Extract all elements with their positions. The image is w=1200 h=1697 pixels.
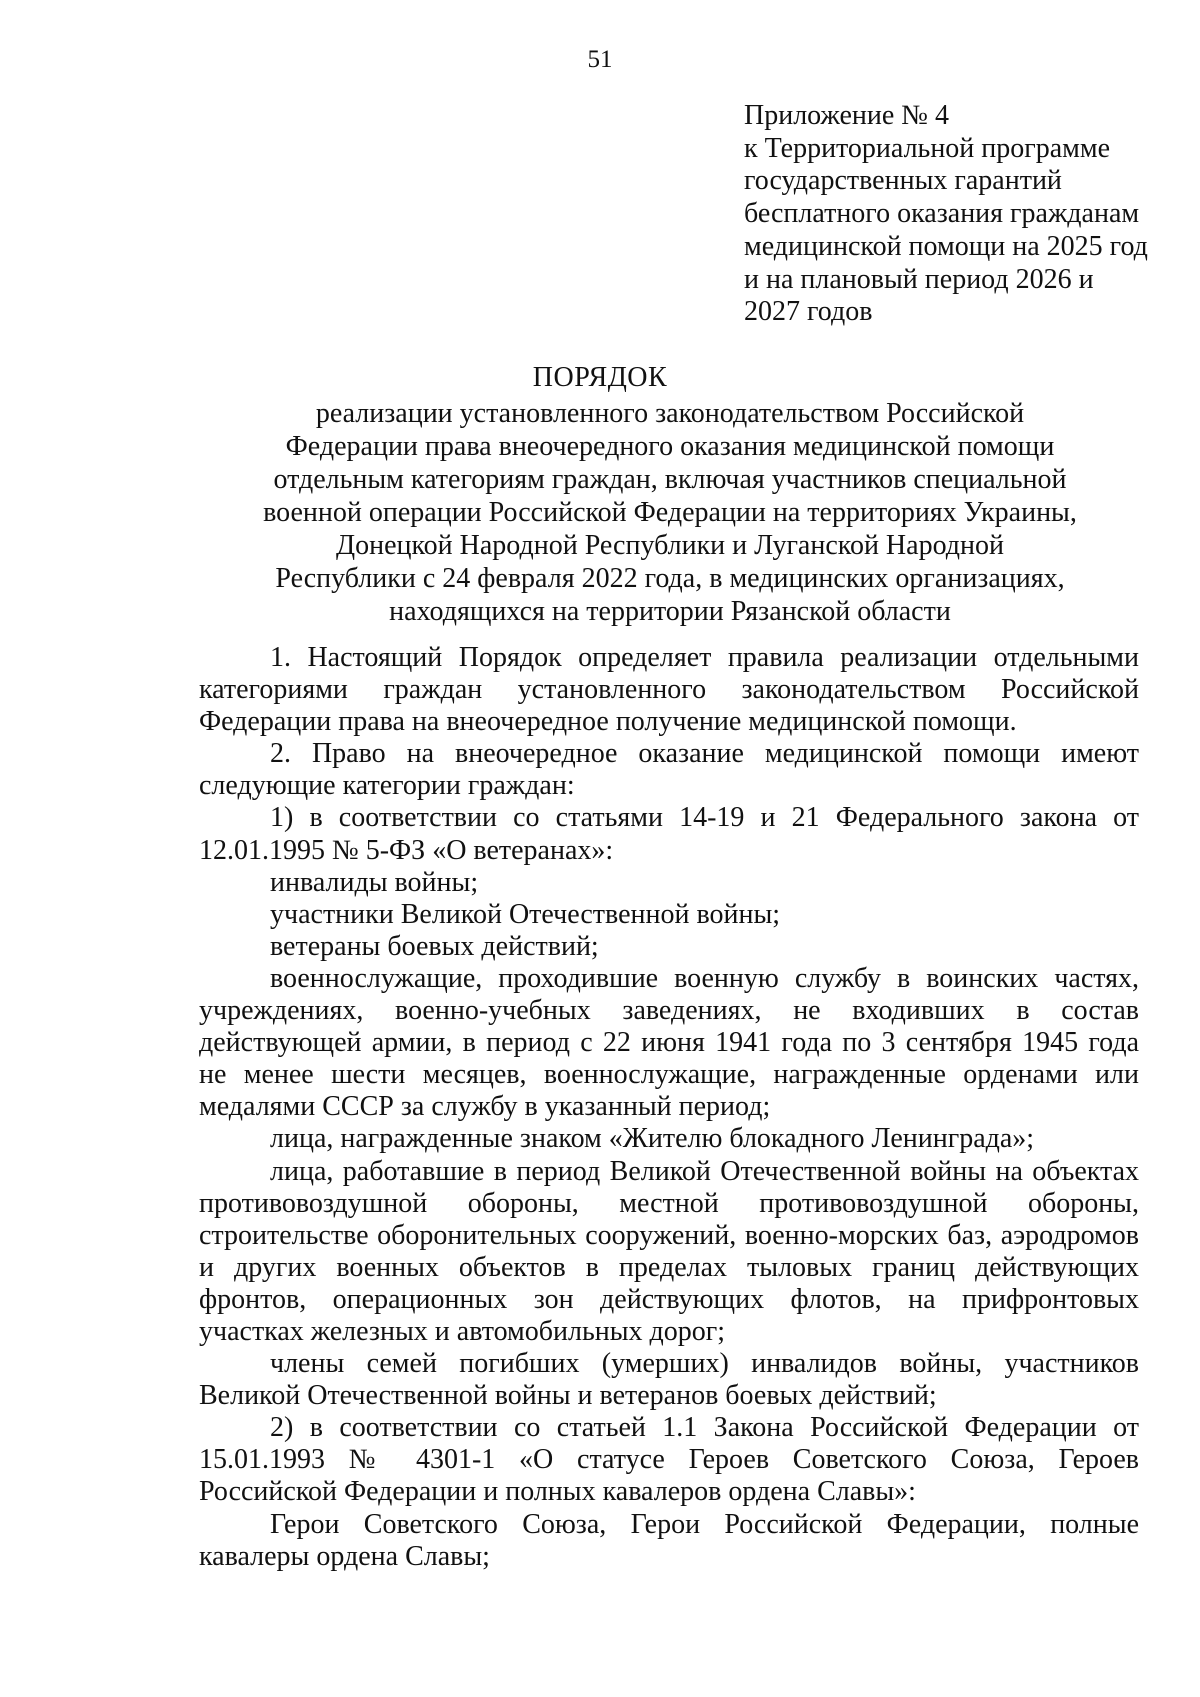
body-line: Российской Федерации и полных кавалеров ордена Славы»: <box>199 1476 916 1508</box>
body-line: учреждениях, военно-учебных заведениях, не входивших в состав <box>199 995 1139 1027</box>
appendix-line: и на плановый период 2026 и <box>744 263 1094 295</box>
body-line: действующей армии, в период с 22 июня 1941 года по 3 сентября 1945 года <box>199 1027 1139 1059</box>
body-line: категориями граждан установленного законодательством Российской <box>199 674 1139 706</box>
subtitle-line: отдельным категориям граждан, включая участников специальной <box>273 464 1067 495</box>
document-body <box>199 642 1139 1573</box>
subtitle-line: военной операции Российской Федерации на территориях Украины, <box>263 497 1077 528</box>
body-line: 12.01.1995 № 5-ФЗ «О ветеранах»: <box>199 834 614 866</box>
document-title: ПОРЯДОК <box>532 362 668 393</box>
appendix-line: 2027 годов <box>744 296 873 328</box>
body-line: 2) в соответствии со статьей 1.1 Закона Российской Федерации от <box>270 1412 1139 1444</box>
body-line: Великой Отечественной войны и ветеранов боевых действий; <box>199 1380 937 1412</box>
body-line: лица, работавшие в период Великой Отечественной войны на объектах <box>270 1155 1139 1187</box>
subtitle-line: реализации установленного законодательством Российской <box>315 398 1025 429</box>
body-line: противовоздушной обороны, местной противовоздушной обороны, <box>199 1187 1139 1219</box>
appendix-header <box>744 100 1174 329</box>
body-line: лица, награжденные знаком «Жителю блокадного Ленинграда»; <box>270 1123 1035 1155</box>
appendix-line: бесплатного оказания гражданам <box>744 198 1140 230</box>
appendix-line: Приложение № 4 <box>744 100 949 131</box>
body-line: Федерации права на внеочередное получение медицинской помощи. <box>199 706 1017 738</box>
body-line: Герои Советского Союза, Герои Российской Федерации, полные <box>270 1508 1139 1540</box>
page-number: 51 <box>587 46 613 73</box>
body-line: и других военных объектов в пределах тыловых границ действующих <box>199 1251 1139 1283</box>
document-subtitle <box>120 397 1200 628</box>
body-line: не менее шести месяцев, военнослужащие, награжденные орденами или <box>199 1059 1139 1091</box>
body-line: ветераны боевых действий; <box>270 930 599 962</box>
subtitle-line: находящихся на территории Рязанской области <box>389 596 951 627</box>
body-line: следующие категории граждан: <box>199 770 575 802</box>
appendix-line: медицинской помощи на 2025 год <box>744 230 1148 262</box>
appendix-line: к Территориальной программе <box>744 132 1111 164</box>
appendix-line: государственных гарантий <box>744 165 1062 197</box>
body-line: 1) в соответствии со статьями 14-19 и 21 Федерального закона от <box>270 802 1139 834</box>
subtitle-line: Республики с 24 февраля 2022 года, в медицинских организациях, <box>275 563 1065 594</box>
body-line: военнослужащие, проходившие военную службу в воинских частях, <box>270 962 1139 994</box>
body-line: участники Великой Отечественной войны; <box>270 898 781 930</box>
body-line: инвалиды войны; <box>270 866 479 898</box>
body-line: члены семей погибших (умерших) инвалидов войны, участников <box>270 1348 1139 1380</box>
body-line: 1. Настоящий Порядок определяет правила реализации отдельными <box>270 642 1139 673</box>
subtitle-line: Федерации права внеочередного оказания медицинской помощи <box>285 431 1055 462</box>
subtitle-line: Донецкой Народной Республики и Луганской Народной <box>335 530 1004 561</box>
body-line: 15.01.1993 № 4301-1 «О статусе Героев Советского Союза, Героев <box>199 1444 1139 1476</box>
body-line: фронтов, операционных зон действующих флотов, на прифронтовых <box>199 1283 1139 1315</box>
body-line: кавалеры ордена Славы; <box>199 1540 490 1572</box>
body-line: медалями СССР за службу в указанный период; <box>199 1091 771 1123</box>
body-line: 2. Право на внеочередное оказание медицинской помощи имеют <box>270 738 1139 770</box>
body-line: строительстве оборонительных сооружений, военно-морских баз, аэродромов <box>199 1219 1139 1251</box>
body-line: участках железных и автомобильных дорог; <box>199 1315 726 1347</box>
